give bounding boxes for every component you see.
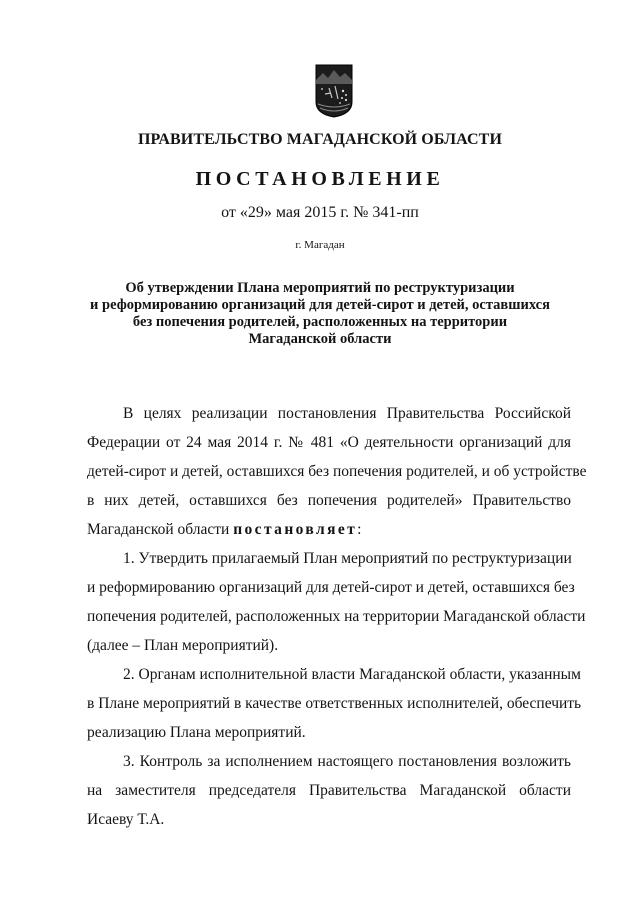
item-1-line: (далее – План мероприятий).	[87, 637, 279, 654]
item-2-line: 2. Органам исполнительной власти Магаданской области, указанным	[123, 666, 581, 683]
organization-title: ПРАВИТЕЛЬСТВО МАГАДАНСКОЙ ОБЛАСТИ	[137, 131, 502, 148]
subject-line: без попечения родителей, расположенных на территории	[132, 314, 508, 330]
subject-line: и реформированию организаций для детей-сирот и детей, оставшихся	[90, 297, 550, 313]
decree-colon: :	[357, 521, 362, 538]
item-2-line: реализацию Плана мероприятий.	[87, 724, 306, 741]
decree-word: постановляет	[233, 521, 358, 538]
preamble-line: В целях реализации постановления Правительства Российской	[123, 405, 571, 422]
item-3-line: на заместителя председателя Правительства Магаданской области	[87, 782, 571, 799]
item-3-line: 3. Контроль за исполнением настоящего постановления возложить	[123, 753, 571, 770]
item-2-line: в Плане мероприятий в качестве ответственных исполнителей, обеспечить	[87, 695, 582, 712]
item-1-line: 1. Утвердить прилагаемый План мероприятий по реструктуризации	[123, 550, 572, 567]
item-1-line: и реформированию организаций для детей-сирот и детей, оставшихся без	[87, 579, 575, 596]
preamble-line: Федерации от 24 мая 2014 г. № 481 «О деятельности организаций для	[87, 434, 571, 451]
document-type: ПОСТАНОВЛЕНИЕ	[195, 168, 445, 190]
document-subject	[60, 280, 580, 348]
subject-line: Об утверждении Плана мероприятий по реструктуризации	[125, 280, 515, 296]
preamble-final-line	[87, 520, 361, 540]
preamble-line: в них детей, оставшихся без попечения родителей» Правительство	[87, 492, 571, 509]
subject-line: Магаданской области	[248, 331, 392, 347]
item-3-line: Исаеву Т.А.	[87, 811, 165, 828]
document-date-number: от «29» мая 2015 г. № 341-пп	[221, 204, 419, 221]
item-1-line: попечения родителей, расположенных на территории Магаданской области	[87, 608, 586, 625]
preamble-line: Магаданской области	[87, 521, 230, 538]
document-city: г. Магадан	[295, 239, 345, 251]
coat-of-arms-icon	[315, 64, 353, 118]
preamble-line: детей-сирот и детей, оставшихся без попечения родителей, и об устройстве	[87, 463, 587, 480]
